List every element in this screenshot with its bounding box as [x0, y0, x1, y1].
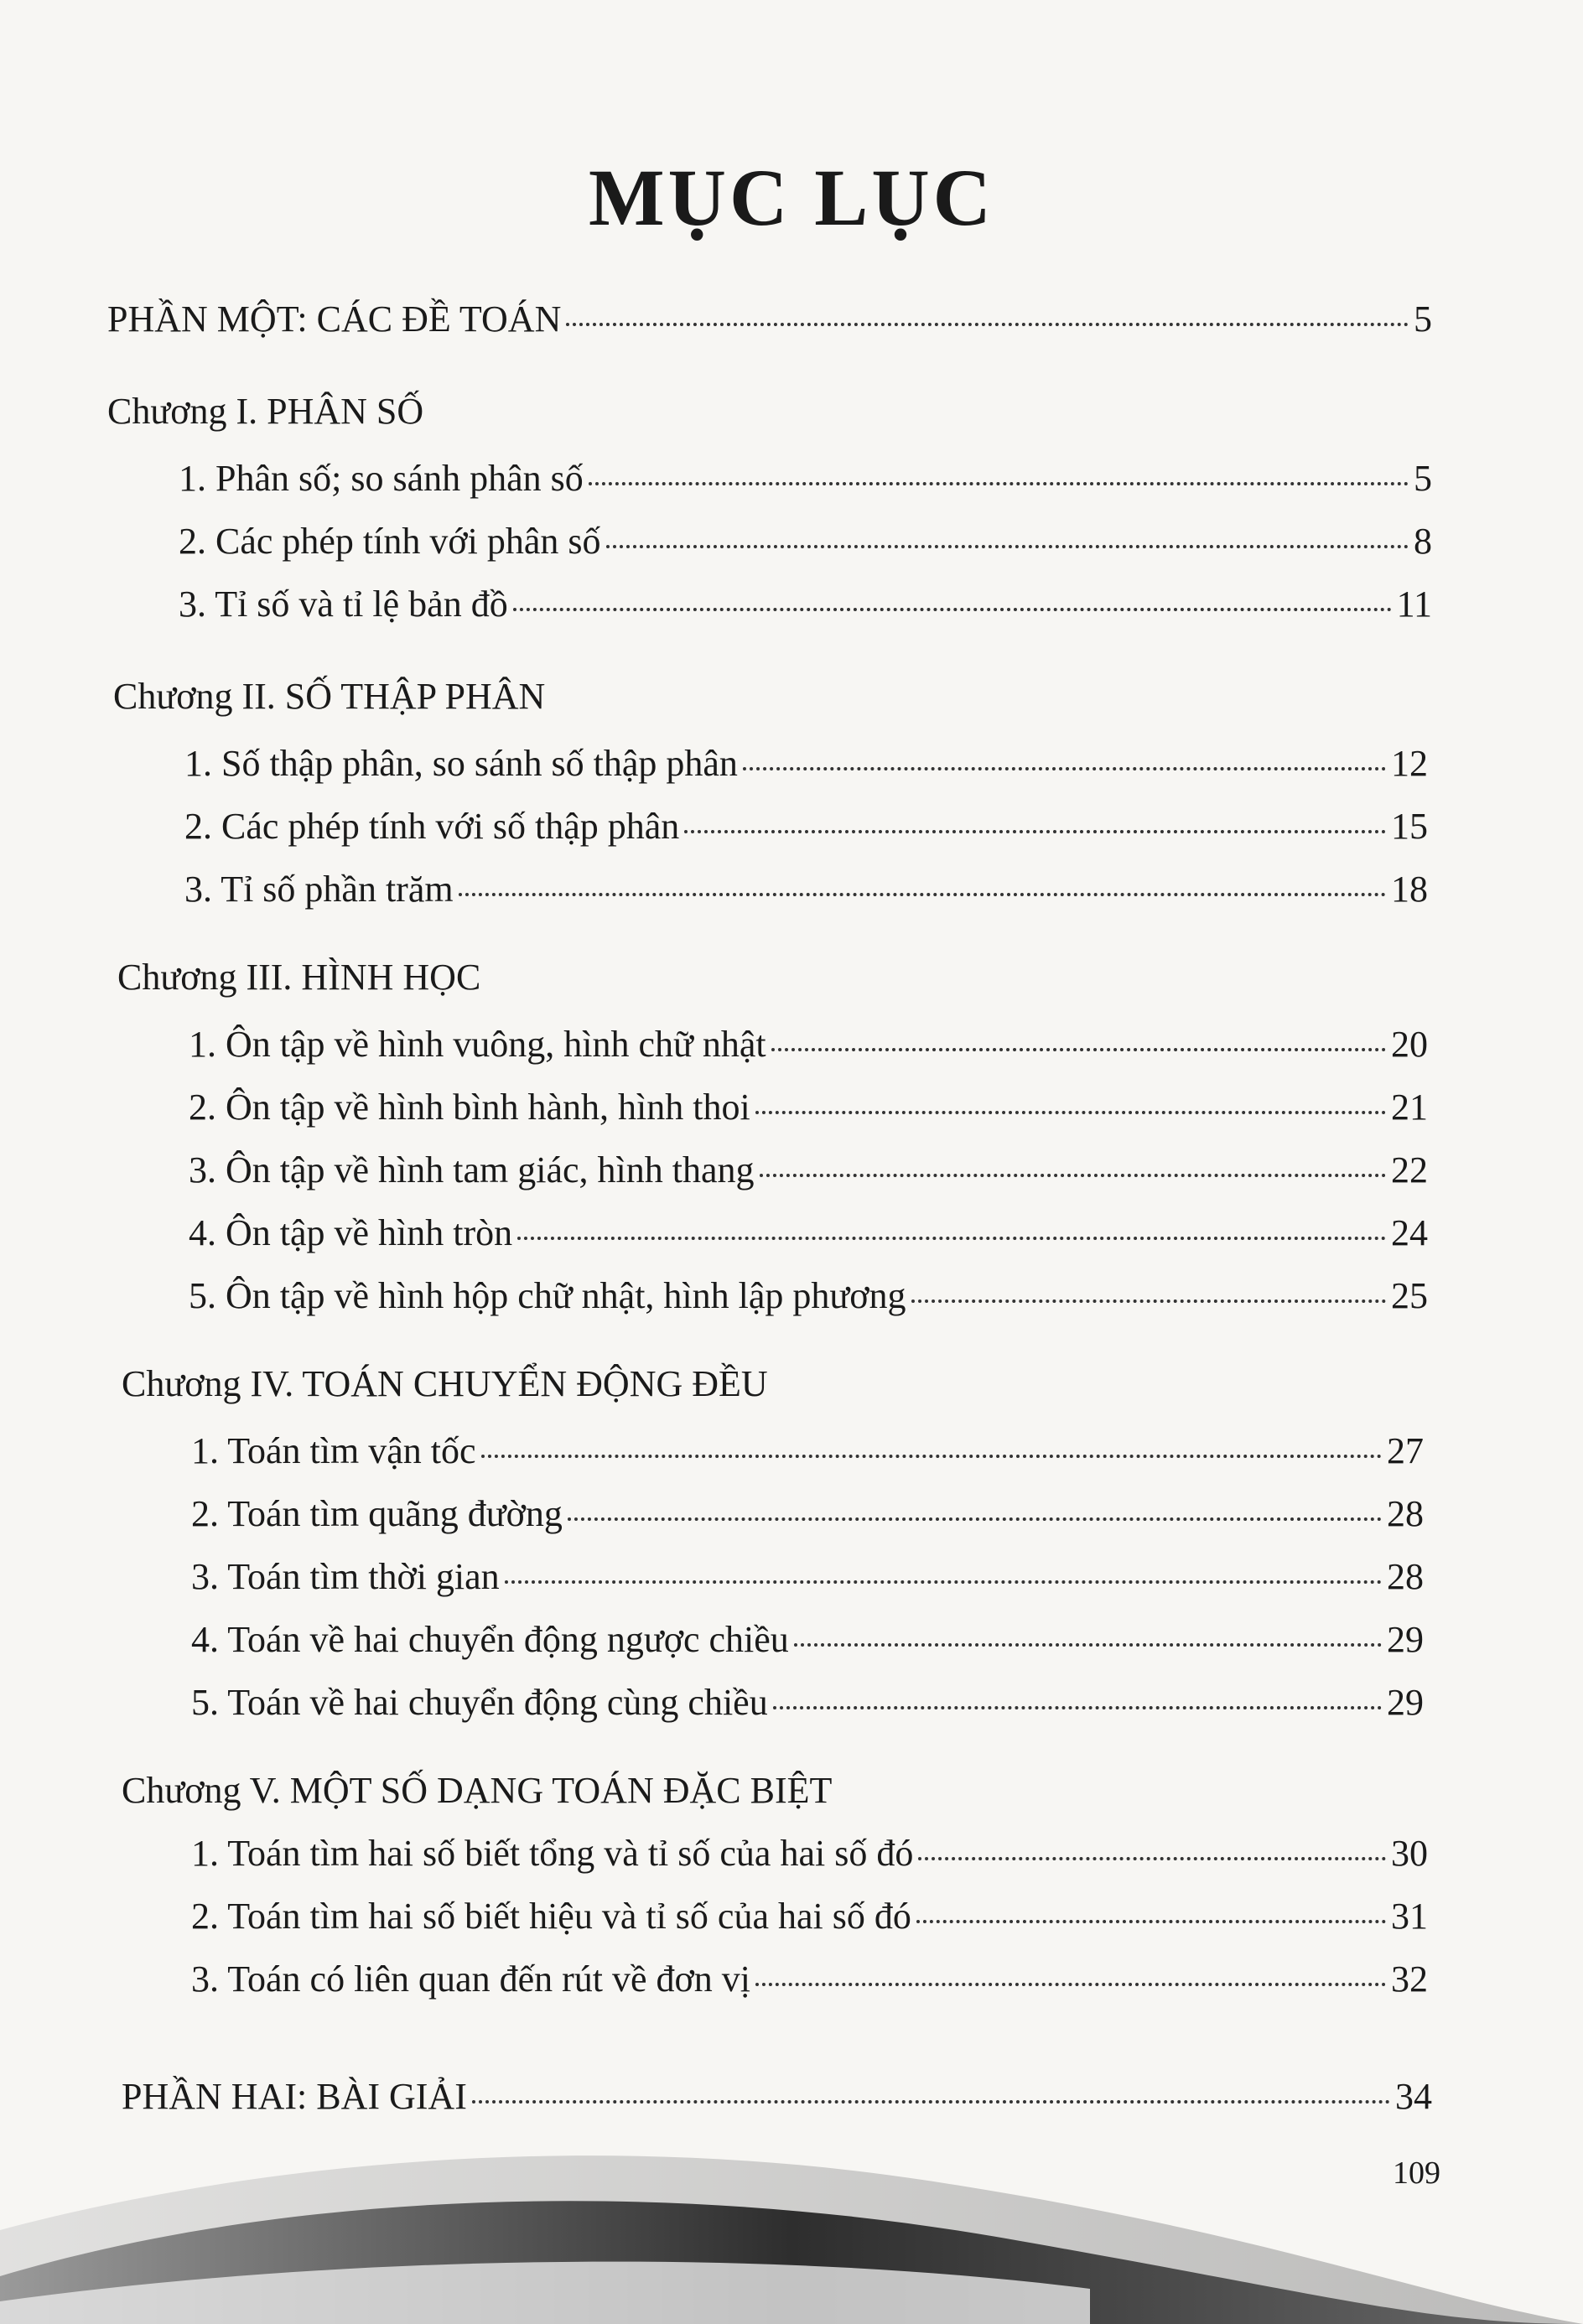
toc-entry-page: 29: [1387, 1682, 1424, 1723]
toc-entry-page: 27: [1387, 1430, 1424, 1471]
toc-entry[interactable]: [191, 1429, 1424, 1472]
leader-dots: [911, 1299, 1386, 1303]
toc-entry[interactable]: [179, 520, 1432, 563]
toc-entry-page: 28: [1387, 1556, 1424, 1597]
toc-entry-page: 32: [1391, 1958, 1428, 2000]
toc-entry-label: PHẦN HAI: BÀI GIẢI: [122, 2076, 467, 2117]
toc-entry[interactable]: [189, 1149, 1428, 1191]
toc-entry-page: 15: [1391, 806, 1428, 847]
toc-entry-label: 2. Toán tìm hai số biết hiệu và tỉ số của hai số đó: [191, 1896, 911, 1937]
toc-entry[interactable]: [191, 1555, 1424, 1598]
toc-entry-label: 2. Các phép tính với số thập phân: [184, 806, 680, 847]
leader-dots: [918, 1857, 1386, 1860]
toc-entry[interactable]: [191, 1492, 1424, 1535]
toc-entry[interactable]: [189, 1211, 1428, 1254]
chapter-heading: Chương V. MỘT SỐ DẠNG TOÁN ĐẶC BIỆT: [122, 1770, 833, 1811]
leader-dots: [771, 1048, 1386, 1051]
chapter-heading: Chương I. PHÂN SỐ: [107, 391, 424, 432]
toc-entry-page: 24: [1391, 1212, 1428, 1253]
toc-entry-page: 12: [1391, 743, 1428, 784]
toc-entry-label: 3. Ôn tập về hình tam giác, hình thang: [189, 1149, 755, 1191]
toc-entry-page: 8: [1414, 521, 1432, 562]
toc-entry-label: 5. Ôn tập về hình hộp chữ nhật, hình lập phương: [189, 1275, 906, 1316]
toc-entry-page: 18: [1391, 869, 1428, 910]
toc-entry[interactable]: [189, 1086, 1428, 1128]
toc-entry[interactable]: [184, 805, 1428, 848]
toc-entry-label: 1. Toán tìm hai số biết tổng và tỉ số của hai số đó: [191, 1833, 914, 1874]
leader-dots: [794, 1643, 1382, 1647]
toc-entry-page: 20: [1391, 1024, 1428, 1065]
leader-dots: [568, 1517, 1382, 1521]
toc-entry[interactable]: [191, 1958, 1428, 2000]
leader-dots: [743, 767, 1386, 770]
leader-dots: [589, 482, 1409, 485]
toc-entry-page: 30: [1391, 1833, 1428, 1874]
toc-entry-part-two[interactable]: [122, 2075, 1432, 2118]
toc-entry[interactable]: [189, 1023, 1428, 1066]
toc-entry-label: 5. Toán về hai chuyển động cùng chiều: [191, 1682, 768, 1723]
toc-entry[interactable]: [179, 457, 1432, 500]
toc-entry[interactable]: [191, 1895, 1428, 1938]
toc-entry-page: 34: [1395, 2076, 1432, 2117]
toc-entry-label: 3. Tỉ số và tỉ lệ bản đồ: [179, 584, 508, 625]
toc-entry-page: 28: [1387, 1493, 1424, 1534]
toc-entry-label: 4. Ôn tập về hình tròn: [189, 1212, 513, 1253]
chapter-heading: Chương IV. TOÁN CHUYỂN ĐỘNG ĐỀU: [122, 1363, 768, 1404]
leader-dots: [606, 545, 1409, 548]
leader-dots: [916, 1920, 1386, 1923]
chapter-heading: Chương III. HÌNH HỌC: [117, 957, 481, 998]
leader-dots: [773, 1706, 1382, 1709]
toc-entry-label: 2. Các phép tính với phân số: [179, 521, 601, 562]
toc-entry-label: 4. Toán về hai chuyển động ngược chiều: [191, 1619, 789, 1660]
toc-entry-label: 1. Ôn tập về hình vuông, hình chữ nhật: [189, 1024, 766, 1065]
leader-dots: [755, 1983, 1386, 1986]
toc-entry[interactable]: [179, 583, 1432, 625]
toc-entry-label: 1. Toán tìm vận tốc: [191, 1430, 476, 1471]
leader-dots: [517, 1237, 1386, 1240]
toc-entry-label: 2. Ôn tập về hình bình hành, hình thoi: [189, 1087, 750, 1128]
toc-entry-label: 1. Phân số; so sánh phân số: [179, 458, 584, 499]
chapter-heading: Chương II. SỐ THẬP PHÂN: [113, 676, 546, 717]
leader-dots: [513, 608, 1392, 611]
toc-entry[interactable]: [184, 868, 1428, 910]
toc-entry-label: 3. Toán tìm thời gian: [191, 1556, 500, 1597]
toc-entry[interactable]: [184, 742, 1428, 785]
toc-entry-label: 3. Toán có liên quan đến rút về đơn vị: [191, 1958, 751, 2000]
toc-entry-page: 11: [1396, 584, 1432, 625]
page-number: 109: [1393, 2155, 1440, 2191]
toc-entry-label: 2. Toán tìm quãng đường: [191, 1493, 563, 1534]
leader-dots: [566, 323, 1409, 326]
toc-entry-page: 22: [1391, 1149, 1428, 1191]
toc-entry-label: PHẦN MỘT: CÁC ĐỀ TOÁN: [107, 298, 562, 340]
leader-dots: [459, 893, 1386, 896]
toc-entry[interactable]: [191, 1832, 1428, 1875]
leader-dots: [505, 1580, 1382, 1584]
leader-dots: [684, 830, 1386, 833]
page-title: MỤC LỤC: [589, 153, 994, 242]
toc-entry[interactable]: [191, 1618, 1424, 1661]
toc-entry[interactable]: [191, 1681, 1424, 1724]
leader-dots: [755, 1111, 1386, 1114]
toc-entry-page: 5: [1414, 458, 1432, 499]
toc-entry-page: 21: [1391, 1087, 1428, 1128]
toc-entry-page: 31: [1391, 1896, 1428, 1937]
decorative-wave: [0, 2129, 1583, 2324]
toc-entry-page: 25: [1391, 1275, 1428, 1316]
leader-dots: [481, 1455, 1383, 1458]
toc-entry-label: 1. Số thập phân, so sánh số thập phân: [184, 743, 738, 784]
toc-entry-page: 5: [1414, 298, 1432, 340]
toc-entry-part-one[interactable]: [107, 298, 1432, 340]
leader-dots: [760, 1174, 1386, 1177]
toc-entry[interactable]: [189, 1274, 1428, 1317]
toc-entry-label: 3. Tỉ số phần trăm: [184, 869, 454, 910]
leader-dots: [472, 2100, 1390, 2104]
toc-entry-page: 29: [1387, 1619, 1424, 1660]
